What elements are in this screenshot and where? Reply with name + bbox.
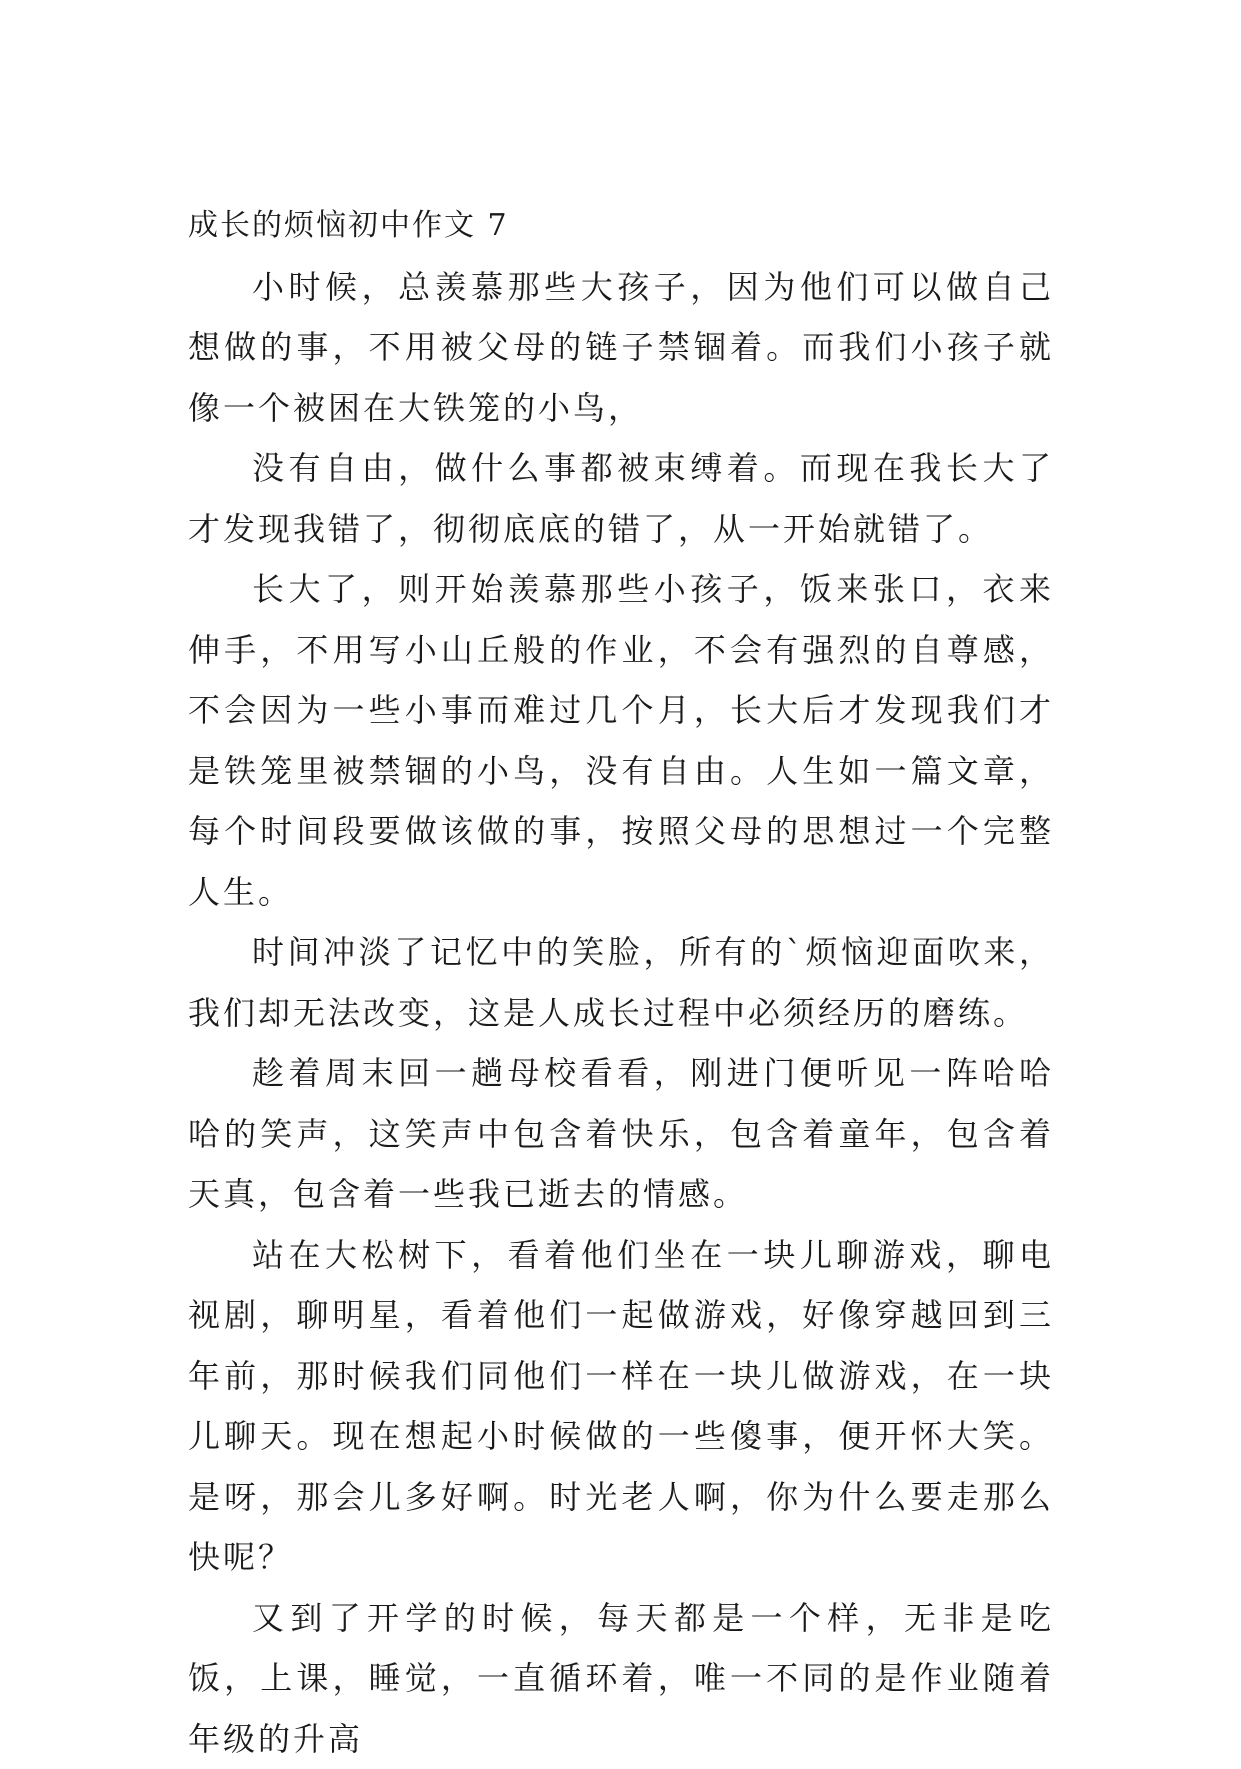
paragraph-4: 时间冲淡了记忆中的笑脸，所有的`烦恼迎面吹来，我们却无法改变，这是人成长过程中必须经历的磨练。 xyxy=(188,922,1054,1043)
paragraph-5: 趁着周末回一趟母校看看，刚进门便听见一阵哈哈哈的笑声，这笑声中包含着快乐，包含着童年，包含着天真，包含着一些我已逝去的情感。 xyxy=(188,1043,1054,1225)
paragraph-1: 小时候，总羡慕那些大孩子，因为他们可以做自己想做的事，不用被父母的链子禁锢着。而我们小孩子就像一个被困在大铁笼的小鸟， xyxy=(188,257,1054,439)
document-body xyxy=(188,196,1054,1769)
paragraph-7: 又到了开学的时候，每天都是一个样，无非是吃饭，上课，睡觉，一直循环着，唯一不同的是作业随着年级的升高 xyxy=(188,1588,1054,1769)
paragraph-3: 长大了，则开始羡慕那些小孩子，饭来张口，衣来伸手，不用写小山丘般的作业，不会有强烈的自尊感，不会因为一些小事而难过几个月，长大后才发现我们才是铁笼里被禁锢的小鸟，没有自由。人生如一篇文章，每个时间段要做该做的事，按照父母的思想过一个完整人生。 xyxy=(188,559,1054,922)
paragraph-2: 没有自由，做什么事都被束缚着。而现在我长大了才发现我错了，彻彻底底的错了，从一开始就错了。 xyxy=(188,438,1054,559)
paragraph-6: 站在大松树下，看着他们坐在一块儿聊游戏，聊电视剧，聊明星，看着他们一起做游戏，好像穿越回到三年前，那时候我们同他们一样在一块儿做游戏，在一块儿聊天。现在想起小时候做的一些傻事，便开怀大笑。是呀，那会儿多好啊。时光老人啊，你为什么要走那么快呢？ xyxy=(188,1225,1054,1588)
document-title: 成长的烦恼初中作文 7 xyxy=(188,196,1054,257)
